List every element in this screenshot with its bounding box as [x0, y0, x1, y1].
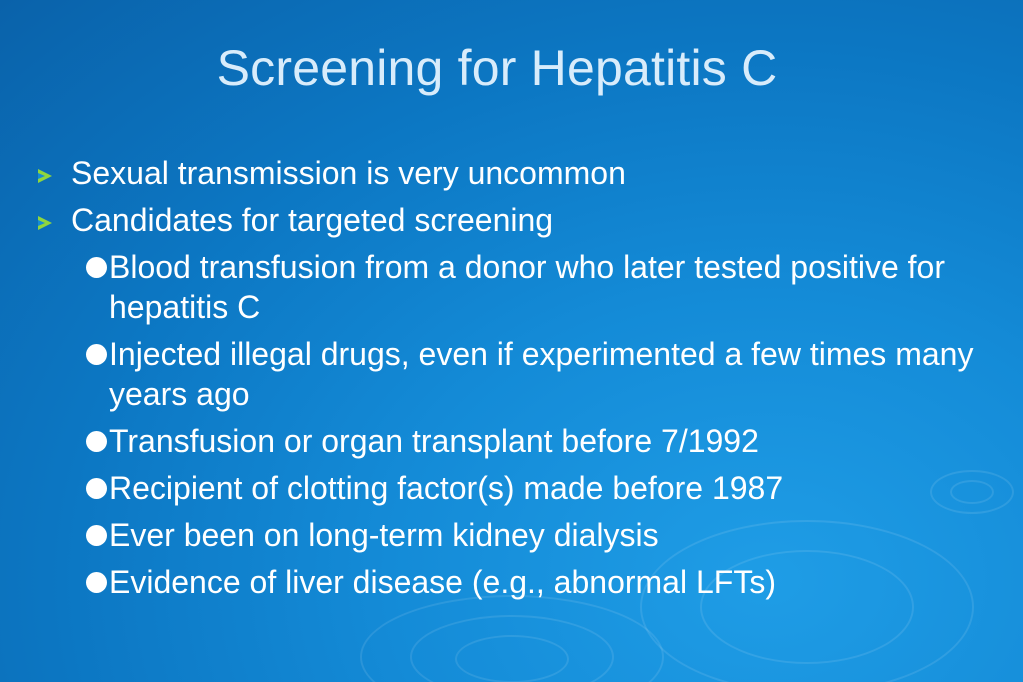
filled-circle-bullet-icon: [86, 572, 107, 593]
arrow-bullet-icon: [38, 169, 52, 183]
ripple-decoration: [455, 635, 569, 682]
bullet-list: [38, 153, 998, 609]
filled-circle-bullet-icon: [86, 431, 107, 452]
slide-title: Screening for Hepatitis C: [216, 40, 778, 96]
filled-circle-bullet-icon: [86, 525, 107, 546]
sub-bullet-item: [82, 468, 998, 508]
sub-bullet-text: Recipient of clotting factor(s) made before 1987: [109, 470, 784, 506]
sub-bullet-text: Blood transfusion from a donor who later tested positive for hepatitis C: [109, 249, 945, 325]
sub-bullet-text: Injected illegal drugs, even if experimented a few times many years ago: [109, 336, 974, 412]
filled-circle-bullet-icon: [86, 257, 107, 278]
sub-bullet-text: Transfusion or organ transplant before 7/1992: [109, 423, 759, 459]
sub-bullet-item: [82, 334, 998, 414]
sub-bullet-text: Evidence of liver disease (e.g., abnormal LFTs): [109, 564, 776, 600]
bullet-item: [38, 153, 998, 193]
bullet-text: Sexual transmission is very uncommon: [71, 155, 626, 191]
sub-bullet-item: [82, 562, 998, 602]
bullet-text: Candidates for targeted screening: [71, 202, 554, 238]
sub-bullet-item: [82, 421, 998, 461]
sub-bullet-item: [82, 515, 998, 555]
sub-bullet-text: Ever been on long-term kidney dialysis: [109, 517, 659, 553]
bullet-item: [38, 200, 998, 240]
filled-circle-bullet-icon: [86, 344, 107, 365]
arrow-bullet-icon: [38, 216, 52, 230]
filled-circle-bullet-icon: [86, 478, 107, 499]
sub-bullet-item: [82, 247, 998, 327]
